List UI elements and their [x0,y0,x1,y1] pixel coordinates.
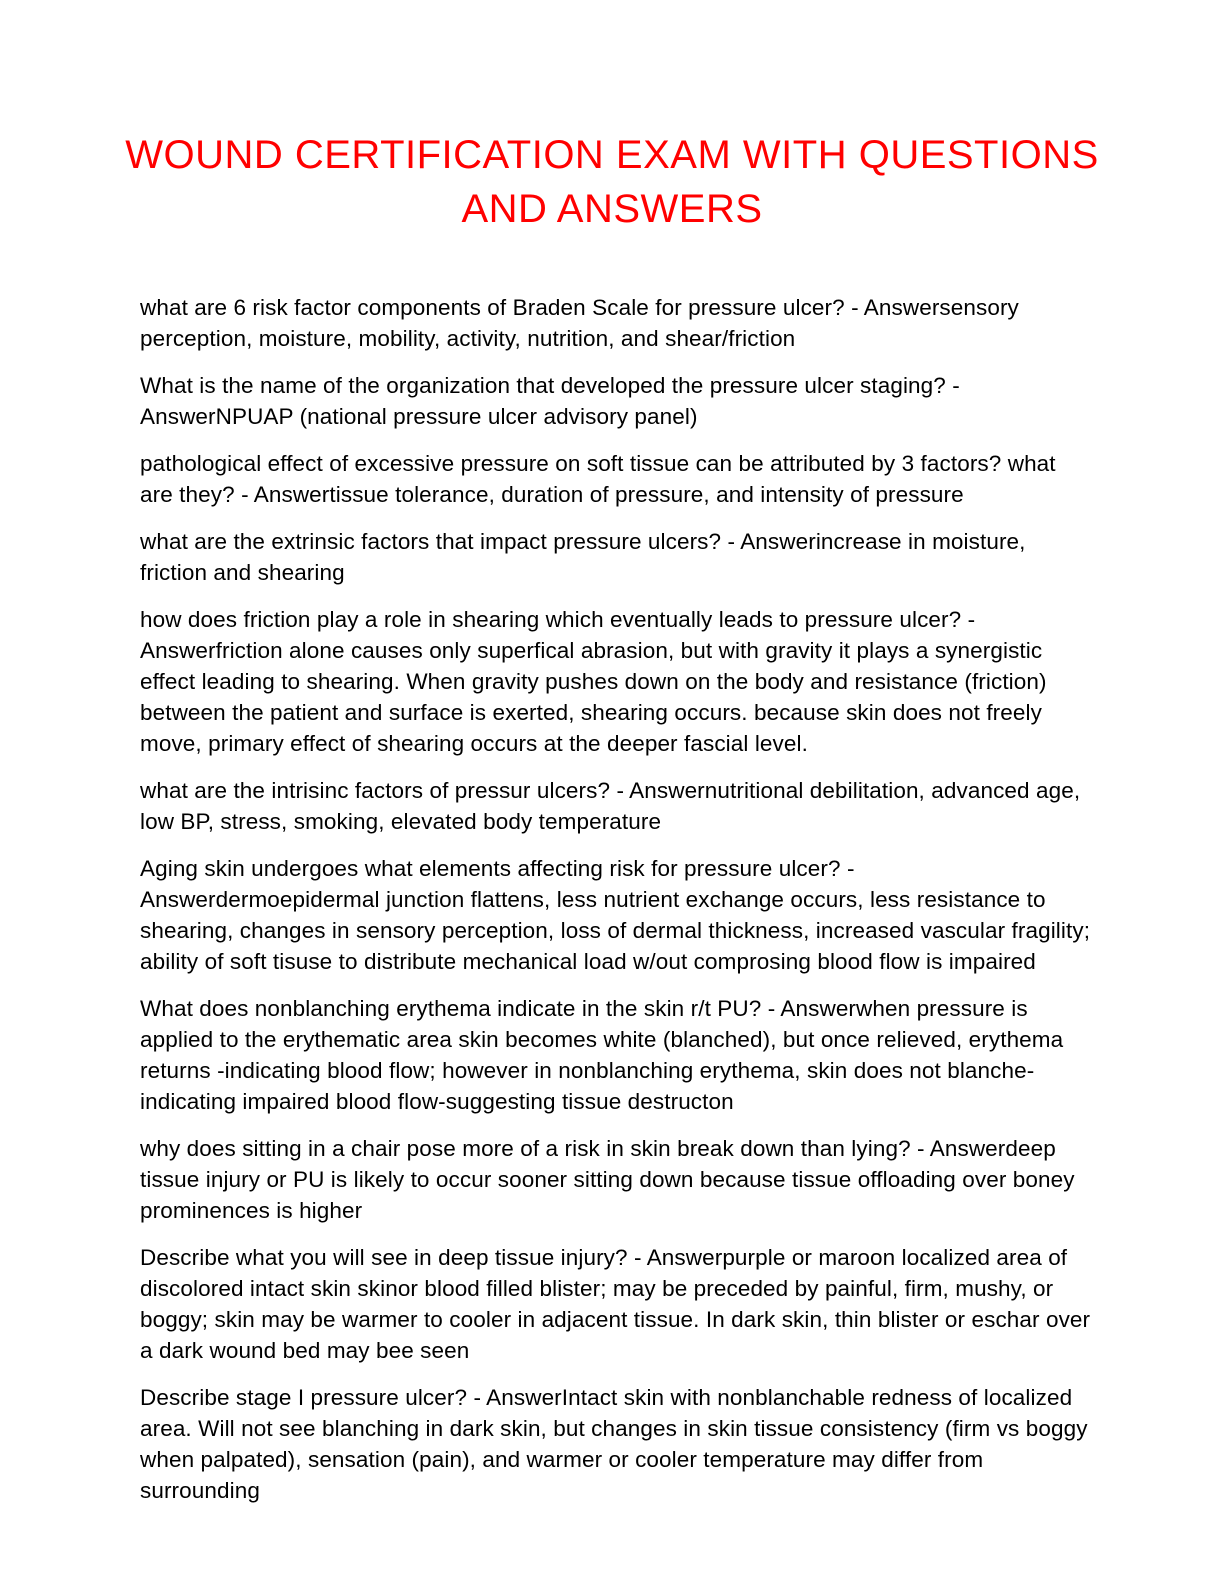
qa-paragraph: What does nonblanching erythema indicate in the skin r/t PU? - Answerwhen pressure is applied to the erythematic area skin becomes white (blanched), but once relieved, erythema returns -indicating blood flow; however in nonblanching erythema, skin does not blanche-indicating impaired blood flow-suggesting tissue destructon [140,996,1064,1114]
qa-paragraph: Aging skin undergoes what elements affecting risk for pressure ulcer? - Answerdermoepidermal junction flattens, less nutrient exchange occurs, less resistance to shearing, changes in sensory perception, loss of dermal thickness, increased vascular fragility; ability of soft tisuse to distribute mechanical load w/out comprosing blood flow is impaired [140,856,1091,974]
qa-paragraph: what are the intrisinc factors of pressur ulcers? - Answernutritional debilitation, advanced age, low BP, stress, smoking, elevated body temperature [140,778,1081,834]
qa-paragraph: pathological effect of excessive pressure on soft tissue can be attributed by 3 factors? what are they? - Answertissue tolerance, duration of pressure, and intensity of pressure [140,451,1056,507]
qa-paragraph: Describe stage I pressure ulcer? - AnswerIntact skin with nonblanchable redness of localized area. Will not see blanching in dark skin, but changes in skin tissue consistency (firm vs boggy when palpated), sensation (pain), and warmer or cooler temperature may differ from surrounding [140,1385,1088,1503]
qa-paragraph: What is the name of the organization that developed the pressure ulcer staging? - AnswerNPUAP (national pressure ulcer advisory panel) [140,373,960,429]
qa-paragraph: what are 6 risk factor components of Braden Scale for pressure ulcer? - Answersensory perception, moisture, mobility, activity, nutrition, and shear/friction [140,295,1019,351]
qa-paragraph: Describe what you will see in deep tissue injury? - Answerpurple or maroon localized area of discolored intact skin skinor blood filled blister; may be preceded by painful, firm, mushy, or boggy; skin may be warmer to cooler in adjacent tissue. In dark skin, thin blister or eschar over a dark wound bed may bee seen [140,1245,1091,1363]
page-title [0,128,1224,236]
qa-paragraph: what are the extrinsic factors that impact pressure ulcers? - Answerincrease in moisture, friction and shearing [140,529,1026,585]
document-body [140,292,1092,1506]
qa-paragraph: how does friction play a role in shearing which eventually leads to pressure ulcer? - Answerfriction alone causes only superfical abrasion, but with gravity it plays a synergistic effect leading to shearing. When gravity pushes down on the body and resistance (friction) between the patient and surface is exerted, shearing occurs. because skin does not freely move, primary effect of shearing occurs at the deeper fascial level. [140,607,1047,756]
qa-paragraph: why does sitting in a chair pose more of a risk in skin break down than lying? - Answerdeep tissue injury or PU is likely to occur sooner sitting down because tissue offloading over boney prominences is higher [140,1136,1075,1223]
page-title-line2: AND ANSWERS [461,187,763,231]
page-title-line1: WOUND CERTIFICATION EXAM WITH QUESTIONS [125,133,1099,177]
